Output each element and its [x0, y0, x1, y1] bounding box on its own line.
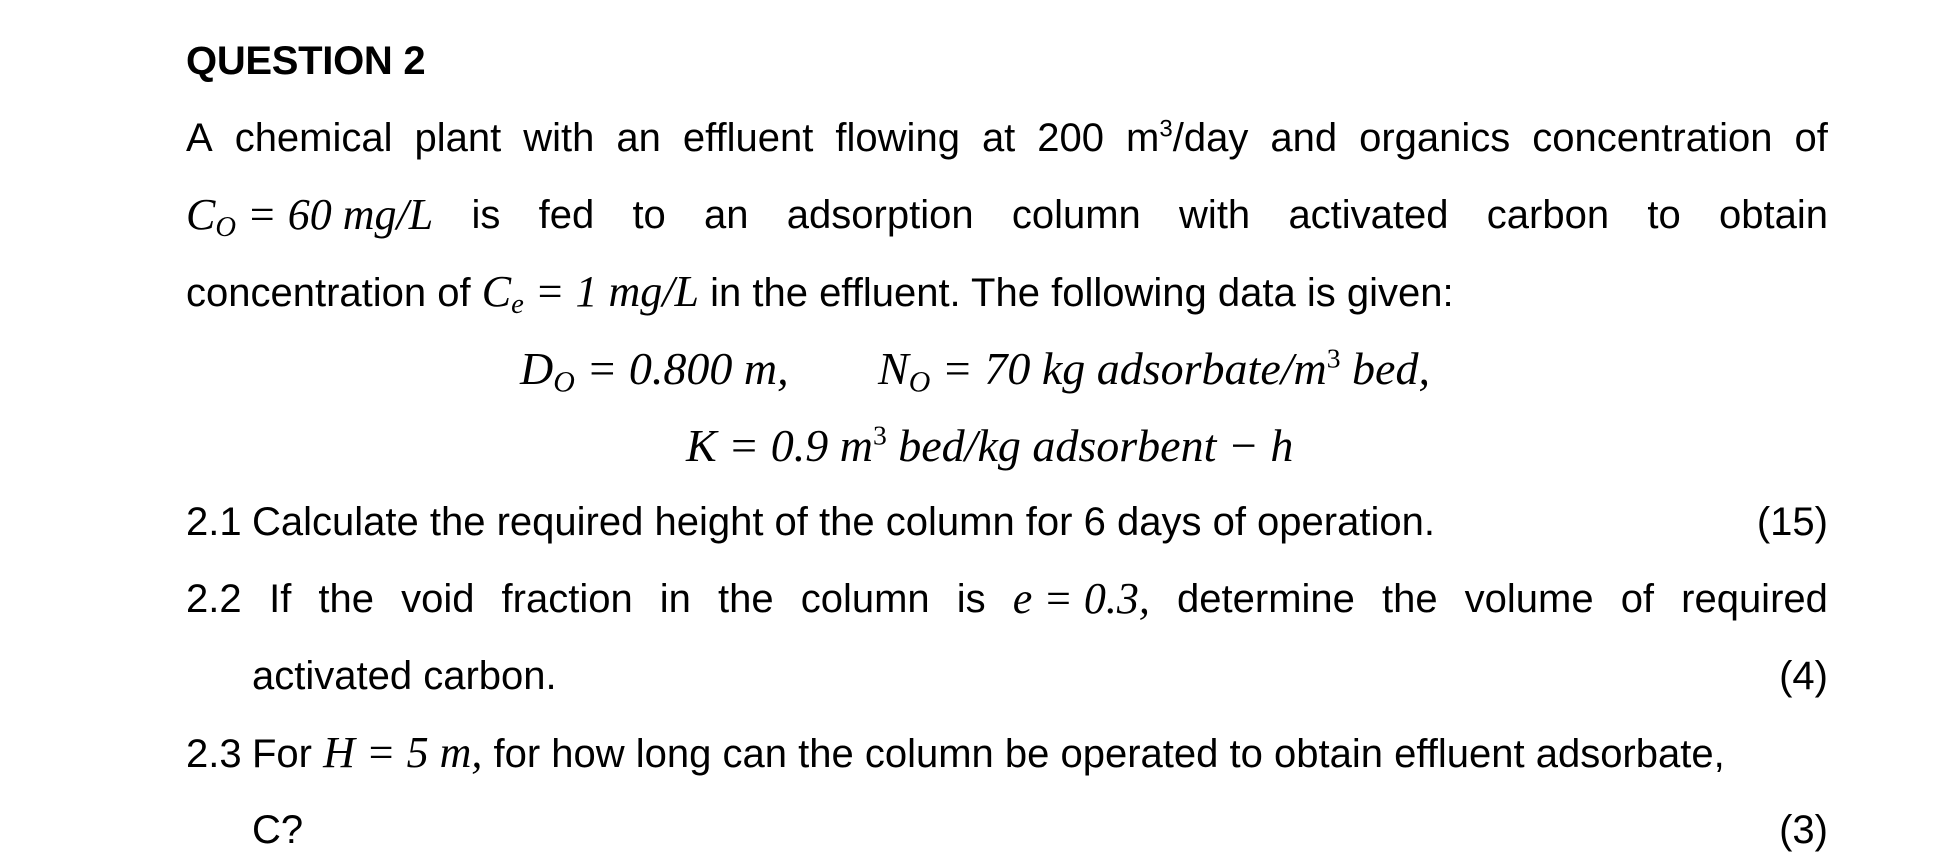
- question-number: 2.1: [186, 500, 242, 544]
- word: adsorption: [786, 193, 974, 237]
- word: is: [956, 577, 986, 621]
- question-marks: (15): [1756, 500, 1828, 544]
- ce-value: = 1 mg/L: [523, 267, 699, 316]
- co-symbol: C: [186, 190, 216, 239]
- text-fragment: concentration of: [186, 271, 482, 315]
- text-fragment: for how long can the column be operated to obtain effluent adsorbate,: [482, 732, 1725, 776]
- word: void: [401, 577, 475, 621]
- word: and: [1270, 116, 1338, 160]
- word: to: [632, 193, 666, 237]
- intro-line-1: [186, 113, 1828, 163]
- word: in: [659, 577, 691, 621]
- question-text-continued: [186, 651, 557, 701]
- n-equation: [878, 342, 1430, 399]
- question-number: 2.3: [186, 732, 242, 776]
- word: the: [718, 577, 774, 621]
- word: plant: [414, 116, 502, 160]
- d-equation: [520, 343, 789, 399]
- co-subscript: O: [215, 212, 237, 244]
- word: fraction: [501, 577, 633, 621]
- question-2-3-continuation: [186, 805, 1828, 855]
- given-data-row-2: [186, 421, 1828, 471]
- intro-line-2: [186, 190, 1828, 244]
- word: 200: [1037, 116, 1105, 160]
- word: the: [1381, 577, 1438, 621]
- continuation-text: C?: [252, 808, 304, 852]
- word: concentration: [1532, 116, 1773, 160]
- co-equation: [186, 190, 434, 244]
- question-number: 2.2: [186, 577, 242, 621]
- word: at: [981, 116, 1016, 160]
- k-superscript: 3: [872, 419, 887, 451]
- word: of: [1620, 577, 1655, 621]
- word: flowing: [835, 116, 960, 160]
- word: carbon: [1486, 193, 1610, 237]
- text-fragment: For: [252, 732, 324, 776]
- word: effluent: [682, 116, 814, 160]
- word: with: [523, 116, 595, 160]
- height-equation: H = 5 m,: [323, 728, 483, 777]
- word: If: [269, 577, 292, 621]
- co-value: = 60 mg/L: [236, 190, 434, 239]
- k-tail: bed/kg adsorbent − h: [886, 420, 1294, 471]
- k-value: K = 0.9 m: [686, 420, 873, 471]
- n-tail: bed,: [1340, 343, 1430, 394]
- ce-equation: [481, 267, 699, 321]
- question-text-continued: [186, 805, 303, 855]
- void-fraction-equation: e = 0.3,: [1012, 574, 1150, 623]
- d-symbol: D: [520, 343, 554, 394]
- n-superscript: 3: [1326, 342, 1341, 374]
- question-marks: (4): [1779, 654, 1828, 698]
- word: fed: [538, 193, 595, 237]
- word: organics: [1359, 116, 1511, 160]
- n-subscript: O: [908, 365, 931, 399]
- word: chemical: [234, 116, 393, 160]
- intro-line-3: [186, 267, 1828, 321]
- word: required: [1681, 577, 1828, 621]
- unit-superscript: 3: [1159, 115, 1173, 143]
- ce-subscript: e: [511, 289, 524, 321]
- given-data-row-1: [186, 342, 1828, 399]
- d-subscript: O: [553, 365, 575, 399]
- question-marks: (3): [1779, 808, 1828, 852]
- question-2-1: [186, 497, 1828, 547]
- word: the: [318, 577, 374, 621]
- word: volume: [1464, 577, 1594, 621]
- word: determine: [1177, 577, 1355, 621]
- flow-unit: [1126, 113, 1248, 163]
- question-2-2: [186, 574, 1828, 624]
- ce-symbol: C: [481, 267, 512, 316]
- question-2-2-continuation: [186, 651, 1828, 701]
- question-heading: QUESTION 2: [186, 39, 426, 83]
- k-equation: [686, 421, 1293, 471]
- word: of: [1794, 116, 1828, 160]
- continuation-text: activated carbon.: [252, 654, 557, 698]
- unit-m: m: [1126, 116, 1160, 160]
- question-text: Calculate the required height of the column for 6 days of operation.: [252, 500, 1435, 544]
- question-2-1-body: [186, 497, 1435, 547]
- n-symbol: N: [878, 343, 909, 394]
- word: is: [471, 193, 501, 237]
- question-2-3: [186, 728, 1828, 779]
- word: column: [800, 577, 930, 621]
- word: to: [1647, 193, 1681, 237]
- text-fragment: in the effluent. The following data is given:: [698, 271, 1454, 315]
- word: column: [1011, 193, 1141, 237]
- word: an: [704, 193, 749, 237]
- word: with: [1179, 193, 1251, 237]
- unit-per-day: /day: [1172, 116, 1249, 160]
- word: activated: [1288, 193, 1449, 237]
- word: obtain: [1718, 193, 1828, 237]
- word: A: [186, 116, 213, 160]
- d-value: = 0.800 m,: [574, 343, 789, 394]
- n-value: = 70 kg adsorbate/m: [930, 343, 1327, 394]
- word: an: [616, 116, 661, 160]
